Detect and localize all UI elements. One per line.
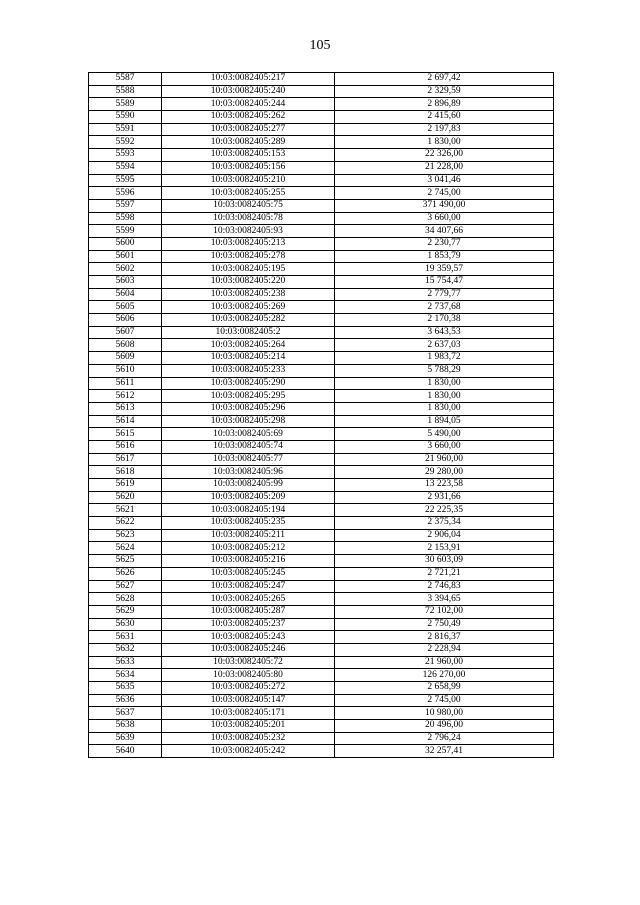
value-cell: 32 257,41 xyxy=(335,745,554,758)
value-cell: 2 931,66 xyxy=(335,491,554,504)
value-cell: 1 830,00 xyxy=(335,402,554,415)
value-cell: 1 830,00 xyxy=(335,390,554,403)
row-number-cell: 5614 xyxy=(89,415,162,428)
table-row xyxy=(89,161,554,174)
cadastral-number-cell: 10:03:0082405:156 xyxy=(162,161,335,174)
cadastral-number-cell: 10:03:0082405:209 xyxy=(162,491,335,504)
row-number-cell: 5608 xyxy=(89,339,162,352)
row-number-cell: 5624 xyxy=(89,542,162,555)
table-row xyxy=(89,720,554,733)
row-number-cell: 5618 xyxy=(89,466,162,479)
table-row xyxy=(89,174,554,187)
cadastral-number-cell: 10:03:0082405:80 xyxy=(162,669,335,682)
table-row xyxy=(89,98,554,111)
row-number-cell: 5601 xyxy=(89,250,162,263)
cadastral-number-cell: 10:03:0082405:282 xyxy=(162,314,335,327)
table-row xyxy=(89,212,554,225)
cadastral-number-cell: 10:03:0082405:69 xyxy=(162,428,335,441)
value-cell: 2 906,04 xyxy=(335,529,554,542)
cadastral-number-cell: 10:03:0082405:235 xyxy=(162,517,335,530)
value-cell: 21 228,00 xyxy=(335,161,554,174)
table-row xyxy=(89,85,554,98)
row-number-cell: 5602 xyxy=(89,263,162,276)
cadastral-number-cell: 10:03:0082405:93 xyxy=(162,225,335,238)
cadastral-number-cell: 10:03:0082405:243 xyxy=(162,631,335,644)
value-cell: 20 496,00 xyxy=(335,720,554,733)
row-number-cell: 5632 xyxy=(89,643,162,656)
table-row xyxy=(89,314,554,327)
table-row xyxy=(89,682,554,695)
table-row xyxy=(89,656,554,669)
value-cell: 5 490,00 xyxy=(335,428,554,441)
value-cell: 2 750,49 xyxy=(335,618,554,631)
value-cell: 15 754,47 xyxy=(335,276,554,289)
cadastral-number-cell: 10:03:0082405:217 xyxy=(162,73,335,86)
cadastral-number-cell: 10:03:0082405:96 xyxy=(162,466,335,479)
cadastral-number-cell: 10:03:0082405:74 xyxy=(162,440,335,453)
value-cell: 19 359,57 xyxy=(335,263,554,276)
value-cell: 2 228,94 xyxy=(335,643,554,656)
value-cell: 1 830,00 xyxy=(335,377,554,390)
cadastral-number-cell: 10:03:0082405:240 xyxy=(162,85,335,98)
cadastral-number-cell: 10:03:0082405:238 xyxy=(162,288,335,301)
table-row xyxy=(89,580,554,593)
row-number-cell: 5639 xyxy=(89,732,162,745)
row-number-cell: 5633 xyxy=(89,656,162,669)
table-row xyxy=(89,263,554,276)
table-row xyxy=(89,428,554,441)
value-cell: 3 660,00 xyxy=(335,440,554,453)
row-number-cell: 5609 xyxy=(89,352,162,365)
table-row xyxy=(89,504,554,517)
row-number-cell: 5620 xyxy=(89,491,162,504)
row-number-cell: 5636 xyxy=(89,694,162,707)
row-number-cell: 5626 xyxy=(89,567,162,580)
cadastral-number-cell: 10:03:0082405:242 xyxy=(162,745,335,758)
table-row xyxy=(89,479,554,492)
value-cell: 21 960,00 xyxy=(335,453,554,466)
row-number-cell: 5629 xyxy=(89,605,162,618)
page-number: 105 xyxy=(309,38,331,53)
row-number-cell: 5589 xyxy=(89,98,162,111)
cadastral-number-cell: 10:03:0082405:295 xyxy=(162,390,335,403)
table-row xyxy=(89,669,554,682)
cadastral-number-cell: 10:03:0082405:210 xyxy=(162,174,335,187)
table-row xyxy=(89,440,554,453)
value-cell: 2 816,37 xyxy=(335,631,554,644)
row-number-cell: 5590 xyxy=(89,111,162,124)
value-cell: 29 280,00 xyxy=(335,466,554,479)
row-number-cell: 5607 xyxy=(89,326,162,339)
row-number-cell: 5630 xyxy=(89,618,162,631)
row-number-cell: 5605 xyxy=(89,301,162,314)
cadastral-number-cell: 10:03:0082405:272 xyxy=(162,682,335,695)
value-cell: 1 830,00 xyxy=(335,136,554,149)
value-cell: 21 960,00 xyxy=(335,656,554,669)
table-row xyxy=(89,377,554,390)
value-cell: 2 779,77 xyxy=(335,288,554,301)
value-cell: 2 896,89 xyxy=(335,98,554,111)
value-cell: 13 223,58 xyxy=(335,479,554,492)
table-row xyxy=(89,631,554,644)
row-number-cell: 5635 xyxy=(89,682,162,695)
value-cell: 1 983,72 xyxy=(335,352,554,365)
cadastral-number-cell: 10:03:0082405:194 xyxy=(162,504,335,517)
table-row xyxy=(89,555,554,568)
row-number-cell: 5617 xyxy=(89,453,162,466)
row-number-cell: 5623 xyxy=(89,529,162,542)
row-number-cell: 5587 xyxy=(89,73,162,86)
row-number-cell: 5640 xyxy=(89,745,162,758)
cadastral-number-cell: 10:03:0082405:232 xyxy=(162,732,335,745)
value-cell: 2 153,91 xyxy=(335,542,554,555)
row-number-cell: 5619 xyxy=(89,479,162,492)
row-number-cell: 5638 xyxy=(89,720,162,733)
value-cell: 371 490,00 xyxy=(335,199,554,212)
cadastral-number-cell: 10:03:0082405:296 xyxy=(162,402,335,415)
row-number-cell: 5637 xyxy=(89,707,162,720)
row-number-cell: 5596 xyxy=(89,187,162,200)
row-number-cell: 5610 xyxy=(89,364,162,377)
table-row xyxy=(89,136,554,149)
table-row xyxy=(89,250,554,263)
table-row xyxy=(89,111,554,124)
table-body xyxy=(89,73,554,758)
table-row xyxy=(89,745,554,758)
cadastral-number-cell: 10:03:0082405:287 xyxy=(162,605,335,618)
cadastral-number-cell: 10:03:0082405:220 xyxy=(162,276,335,289)
row-number-cell: 5622 xyxy=(89,517,162,530)
row-number-cell: 5612 xyxy=(89,390,162,403)
row-number-cell: 5592 xyxy=(89,136,162,149)
table-row xyxy=(89,352,554,365)
value-cell: 10 980,00 xyxy=(335,707,554,720)
row-number-cell: 5621 xyxy=(89,504,162,517)
table-row xyxy=(89,517,554,530)
cadastral-number-cell: 10:03:0082405:211 xyxy=(162,529,335,542)
table-row xyxy=(89,225,554,238)
table-row xyxy=(89,415,554,428)
cadastral-number-cell: 10:03:0082405:290 xyxy=(162,377,335,390)
table-row xyxy=(89,542,554,555)
value-cell: 72 102,00 xyxy=(335,605,554,618)
table-row xyxy=(89,326,554,339)
table-row xyxy=(89,364,554,377)
row-number-cell: 5604 xyxy=(89,288,162,301)
table-row xyxy=(89,707,554,720)
value-cell: 2 637,03 xyxy=(335,339,554,352)
cadastral-number-cell: 10:03:0082405:246 xyxy=(162,643,335,656)
row-number-cell: 5598 xyxy=(89,212,162,225)
cadastral-number-cell: 10:03:0082405:289 xyxy=(162,136,335,149)
value-cell: 1 853,79 xyxy=(335,250,554,263)
row-number-cell: 5599 xyxy=(89,225,162,238)
row-number-cell: 5628 xyxy=(89,593,162,606)
cadastral-value-table xyxy=(88,72,554,758)
cadastral-number-cell: 10:03:0082405:255 xyxy=(162,187,335,200)
value-cell: 22 326,00 xyxy=(335,149,554,162)
table-row xyxy=(89,529,554,542)
row-number-cell: 5611 xyxy=(89,377,162,390)
value-cell: 5 788,29 xyxy=(335,364,554,377)
value-cell: 1 894,05 xyxy=(335,415,554,428)
table-row xyxy=(89,593,554,606)
row-number-cell: 5593 xyxy=(89,149,162,162)
table-row xyxy=(89,643,554,656)
table-row xyxy=(89,276,554,289)
value-cell: 3 660,00 xyxy=(335,212,554,225)
cadastral-number-cell: 10:03:0082405:171 xyxy=(162,707,335,720)
cadastral-number-cell: 10:03:0082405:269 xyxy=(162,301,335,314)
cadastral-number-cell: 10:03:0082405:201 xyxy=(162,720,335,733)
cadastral-number-cell: 10:03:0082405:212 xyxy=(162,542,335,555)
row-number-cell: 5631 xyxy=(89,631,162,644)
table-row xyxy=(89,732,554,745)
value-cell: 34 407,66 xyxy=(335,225,554,238)
value-cell: 2 697,42 xyxy=(335,73,554,86)
table-row xyxy=(89,301,554,314)
cadastral-number-cell: 10:03:0082405:195 xyxy=(162,263,335,276)
cadastral-number-cell: 10:03:0082405:278 xyxy=(162,250,335,263)
table-row xyxy=(89,466,554,479)
cadastral-number-cell: 10:03:0082405:233 xyxy=(162,364,335,377)
value-cell: 2 230,77 xyxy=(335,237,554,250)
value-cell: 2 375,34 xyxy=(335,517,554,530)
cadastral-number-cell: 10:03:0082405:237 xyxy=(162,618,335,631)
row-number-cell: 5600 xyxy=(89,237,162,250)
cadastral-number-cell: 10:03:0082405:2 xyxy=(162,326,335,339)
cadastral-number-cell: 10:03:0082405:277 xyxy=(162,123,335,136)
table-row xyxy=(89,453,554,466)
value-cell: 3 643,53 xyxy=(335,326,554,339)
cadastral-number-cell: 10:03:0082405:245 xyxy=(162,567,335,580)
table-row xyxy=(89,402,554,415)
row-number-cell: 5591 xyxy=(89,123,162,136)
value-cell: 3 041,46 xyxy=(335,174,554,187)
cadastral-number-cell: 10:03:0082405:147 xyxy=(162,694,335,707)
table-row xyxy=(89,491,554,504)
row-number-cell: 5597 xyxy=(89,199,162,212)
table-row xyxy=(89,199,554,212)
table-row xyxy=(89,73,554,86)
row-number-cell: 5603 xyxy=(89,276,162,289)
table-row xyxy=(89,567,554,580)
row-number-cell: 5615 xyxy=(89,428,162,441)
row-number-cell: 5613 xyxy=(89,402,162,415)
value-cell: 2 721,21 xyxy=(335,567,554,580)
cadastral-number-cell: 10:03:0082405:298 xyxy=(162,415,335,428)
value-cell: 2 329,59 xyxy=(335,85,554,98)
cadastral-number-cell: 10:03:0082405:213 xyxy=(162,237,335,250)
cadastral-number-cell: 10:03:0082405:265 xyxy=(162,593,335,606)
value-cell: 2 737,68 xyxy=(335,301,554,314)
cadastral-number-cell: 10:03:0082405:247 xyxy=(162,580,335,593)
table-row xyxy=(89,618,554,631)
value-cell: 2 415,60 xyxy=(335,111,554,124)
row-number-cell: 5594 xyxy=(89,161,162,174)
value-cell: 22 225,35 xyxy=(335,504,554,517)
value-cell: 2 746,83 xyxy=(335,580,554,593)
row-number-cell: 5634 xyxy=(89,669,162,682)
row-number-cell: 5625 xyxy=(89,555,162,568)
value-cell: 2 170,38 xyxy=(335,314,554,327)
row-number-cell: 5588 xyxy=(89,85,162,98)
row-number-cell: 5616 xyxy=(89,440,162,453)
table-row xyxy=(89,339,554,352)
table-row xyxy=(89,390,554,403)
cadastral-number-cell: 10:03:0082405:99 xyxy=(162,479,335,492)
row-number-cell: 5606 xyxy=(89,314,162,327)
value-cell: 2 658,99 xyxy=(335,682,554,695)
cadastral-number-cell: 10:03:0082405:262 xyxy=(162,111,335,124)
cadastral-number-cell: 10:03:0082405:216 xyxy=(162,555,335,568)
row-number-cell: 5595 xyxy=(89,174,162,187)
table-row xyxy=(89,605,554,618)
table-row xyxy=(89,187,554,200)
value-cell: 30 603,09 xyxy=(335,555,554,568)
cadastral-number-cell: 10:03:0082405:72 xyxy=(162,656,335,669)
cadastral-number-cell: 10:03:0082405:78 xyxy=(162,212,335,225)
table-row xyxy=(89,694,554,707)
row-number-cell: 5627 xyxy=(89,580,162,593)
value-cell: 2 796,24 xyxy=(335,732,554,745)
table-row xyxy=(89,288,554,301)
cadastral-number-cell: 10:03:0082405:77 xyxy=(162,453,335,466)
value-cell: 3 394,65 xyxy=(335,593,554,606)
value-cell: 2 745,00 xyxy=(335,694,554,707)
value-cell: 126 270,00 xyxy=(335,669,554,682)
value-cell: 2 197,83 xyxy=(335,123,554,136)
cadastral-number-cell: 10:03:0082405:214 xyxy=(162,352,335,365)
cadastral-number-cell: 10:03:0082405:244 xyxy=(162,98,335,111)
cadastral-number-cell: 10:03:0082405:153 xyxy=(162,149,335,162)
table-row xyxy=(89,123,554,136)
table-row xyxy=(89,237,554,250)
value-cell: 2 745,00 xyxy=(335,187,554,200)
cadastral-number-cell: 10:03:0082405:75 xyxy=(162,199,335,212)
table-row xyxy=(89,149,554,162)
cadastral-number-cell: 10:03:0082405:264 xyxy=(162,339,335,352)
